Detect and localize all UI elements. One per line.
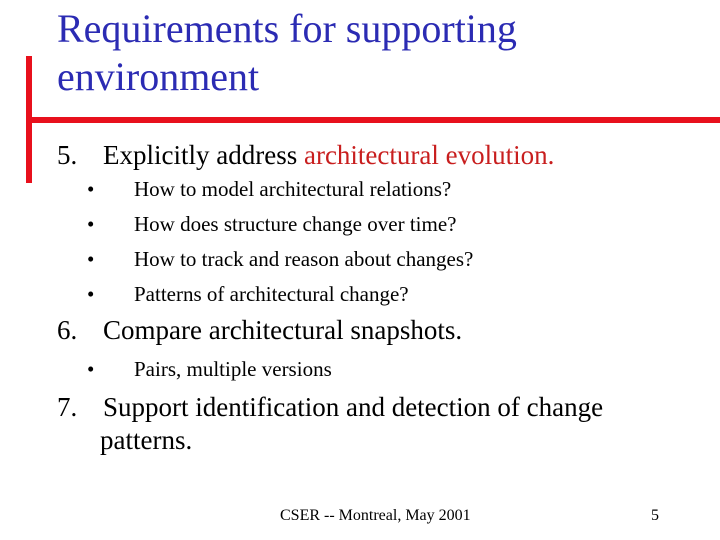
item-text-plain: Explicitly address — [103, 140, 304, 170]
item-text-period: . — [547, 140, 555, 170]
item-text-line-2: patterns. — [100, 425, 193, 455]
sub-item-text: How does structure change over time? — [134, 212, 457, 236]
bullet-icon: • — [87, 282, 95, 306]
sub-item-text: How to track and reason about changes? — [134, 247, 474, 271]
item-number: 7. — [57, 392, 78, 422]
sub-item-text: Patterns of architectural change? — [134, 282, 409, 306]
item-number: 5. — [57, 140, 78, 170]
sub-item-text: How to model architectural relations? — [134, 177, 452, 201]
bullet-icon: • — [87, 247, 95, 271]
item-text-emphasis: architectural evolution — [303, 140, 548, 170]
item-text-line-1: Support identification and detection of change — [103, 392, 604, 422]
page-number: 5 — [651, 507, 659, 524]
sub-item-text: Pairs, multiple versions — [134, 357, 332, 381]
bullet-icon: • — [87, 212, 95, 236]
item-text: Compare architectural snapshots. — [103, 315, 463, 345]
slide-title — [57, 5, 517, 101]
slide-footer: CSER -- Montreal, May 2001 — [280, 507, 471, 524]
slide-title-line-2: environment — [57, 54, 260, 99]
bullet-icon: • — [87, 177, 95, 201]
title-accent-horizontal-bar — [26, 117, 720, 123]
slide-title-line-1: Requirements for supporting — [57, 6, 517, 51]
bullet-icon: • — [87, 357, 95, 381]
item-number: 6. — [57, 315, 78, 345]
item-text — [103, 139, 554, 172]
